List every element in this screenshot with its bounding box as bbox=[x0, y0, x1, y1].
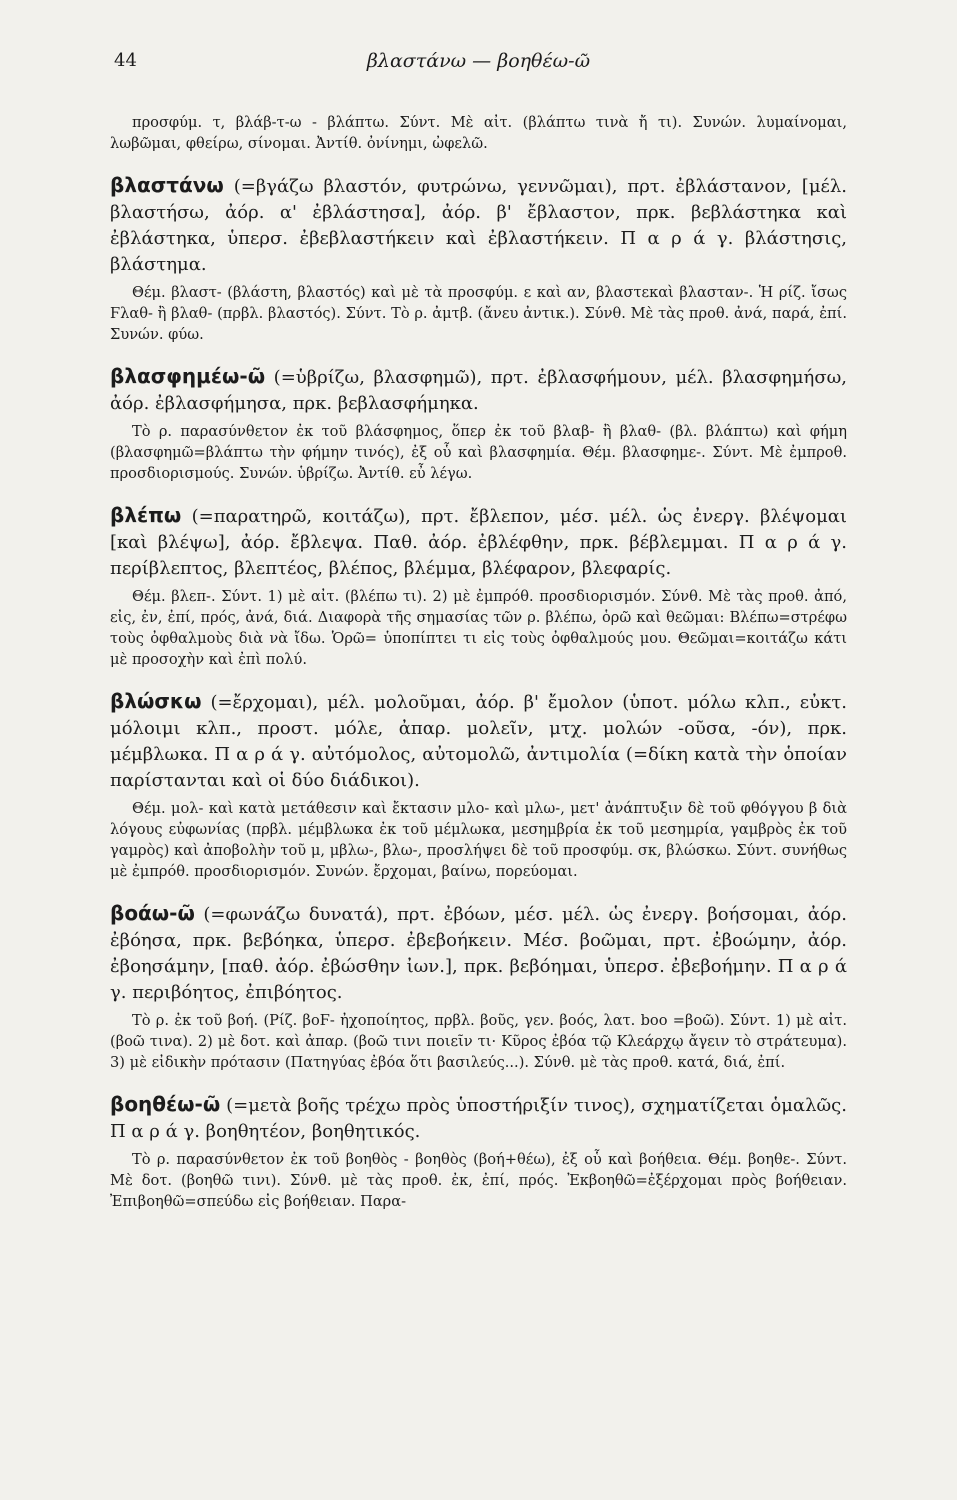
entry-lemma: βλώσκω bbox=[110, 689, 202, 713]
entry-main bbox=[110, 688, 847, 794]
entry-lemma: βλασφημέω-ῶ bbox=[110, 364, 266, 388]
entry-blasphemeo bbox=[110, 363, 847, 484]
continuation-paragraph: προσφύμ. τ, βλάβ-τ-ω - βλάπτω. Σύντ. Μὲ αἰτ. (βλάπτω τινὰ ἤ τι). Συνών. λυμαίνομαι, λωβῶμαι, φθείρω, σίνομαι. Ἀντίθ. ὀνίνημι, ὠφελῶ. bbox=[110, 114, 847, 152]
entry-note: Θέμ. μολ- καὶ κατὰ μετάθεσιν καὶ ἔκτασιν μλο- καὶ μλω-, μετ' ἀνάπτυξιν δὲ τοῦ φθόγγου β διὰ λόγους εὐφωνίας (πρβλ. μέμβλωκα ἐκ τοῦ μέμλωκα, μεσημβρία ἐκ τοῦ μεσημρία, γαμβρὸς ἐκ τοῦ γαμρὸς) καὶ ἀποβολὴν τοῦ μ, μβλω-, βλω-, προσλήψει δὲ τοῦ προσφύμ. σκ, βλώσκω. Σύντ. συνήθως μὲ ἐμπρόθ. προσδιορισμόν. Συνών. ἔρχομαι, βαίνω, πορεύομαι. bbox=[110, 800, 847, 880]
entry-lemma: βοάω-ῶ bbox=[110, 901, 195, 925]
entry-boao bbox=[110, 900, 847, 1073]
entry-definition: (=φωνάζω δυνατά), πρτ. ἐβόων, μέσ. μέλ. ὡς ἐνεργ. βοήσομαι, ἀόρ. ἐβόησα, πρκ. βεβόηκα, ὑπερσ. ἐβεβοήκειν. Μέσ. βοῶμαι, πρτ. ἐβοώμην, ἀόρ. ἐβοησάμην, [παθ. ἀόρ. ἐβώσθην ἰων.], πρκ. βεβόημαι, ὑπερσ. ἐβεβοήμην. Π α ρ ά γ. περιβόητος, ἐπιβόητος. bbox=[110, 904, 847, 1003]
entry-main bbox=[110, 172, 847, 278]
entry-boetheo bbox=[110, 1091, 847, 1212]
entry-note: Θέμ. βλεπ-. Σύντ. 1) μὲ αἰτ. (βλέπω τι). 2) μὲ ἐμπρόθ. προσδιορισμόν. Σύνθ. Μὲ τὰς προθ. ἀπό, εἰς, ἐν, ἐπί, πρός, ἀνά, διά. Διαφορὰ τῆς σημασίας τῶν ρ. βλέπω, ὁρῶ καὶ θεῶμαι: Βλέπω=στρέφω τοὺς ὀφθαλμοὺς διὰ νὰ ἴδω. Ὁρῶ= ὑποπίπτει τι εἰς τοὺς ὀφθαλμούς μου. Θεῶμαι=κοιτάζω κάτι μὲ προσοχὴν καὶ ἐπὶ πολύ. bbox=[110, 588, 847, 668]
entry-main bbox=[110, 363, 847, 417]
entry-main bbox=[110, 1091, 847, 1145]
page-header bbox=[110, 50, 847, 86]
page-number: 44 bbox=[114, 50, 137, 71]
entry-definition: (=μετὰ βοῆς τρέχω πρὸς ὑποστήριξίν τινος), σχηματίζεται ὁμαλῶς. Π α ρ ά γ. βοηθητέον, βοηθητικός. bbox=[110, 1095, 847, 1142]
entry-definition: (=παρατηρῶ, κοιτάζω), πρτ. ἔβλεπον, μέσ. μέλ. ὡς ἐνεργ. βλέψομαι [καὶ βλέψω], ἀόρ. ἔβλεψα. Παθ. ἀόρ. ἐβλέφθην, πρκ. βέβλεμμαι. Π α ρ ά γ. περίβλεπτος, βλεπτέος, βλέπος, βλέμμα, βλέφαρον, βλεφαρίς. bbox=[110, 506, 847, 579]
entry-main bbox=[110, 502, 847, 582]
entry-definition: (=βγάζω βλαστόν, φυτρώνω, γεννῶμαι), πρτ. ἐβλάστανον, [μέλ. βλαστήσω, ἀόρ. α' ἐβλάστησα], ἀόρ. β' ἔβλαστον, πρκ. βεβλάστηκα καὶ ἐβλάστηκα, ὑπερσ. ἐβεβλαστήκειν καὶ ἐβλαστήκειν. Π α ρ ά γ. βλάστησις, βλάστημα. bbox=[110, 176, 847, 275]
entry-main bbox=[110, 900, 847, 1006]
entry-lemma: βλέπω bbox=[110, 503, 182, 527]
entry-lemma: βλαστάνω bbox=[110, 173, 224, 197]
entry-lemma: βοηθέω-ῶ bbox=[110, 1092, 221, 1116]
entry-definition: (=ὑβρίζω, βλασφημῶ), πρτ. ἐβλασφήμουν, μέλ. βλασφημήσω, ἀόρ. ἐβλασφήμησα, πρκ. βεβλασφήμηκα. bbox=[110, 367, 848, 414]
entry-note: Τὸ ρ. παρασύνθετον ἐκ τοῦ βλάσφημος, ὅπερ ἐκ τοῦ βλαβ- ἢ βλαθ- (βλ. βλάπτω) καὶ φήμη (βλασφημῶ=βλάπτω τὴν φήμην τινός), ἐξ οὗ καὶ βλασφημία. Θέμ. βλασφημε-. Σύντ. Μὲ ἐμπροθ. προσδιορισμούς. Συνών. ὑβρίζω. Ἀντίθ. εὖ λέγω. bbox=[110, 423, 847, 482]
dictionary-content bbox=[110, 112, 847, 1212]
entry-blastano bbox=[110, 172, 847, 345]
entry-note: Τὸ ρ. ἐκ τοῦ βοή. (Ρίζ. βοϜ- ἠχοποίητος, πρβλ. βοῦς, γεν. βοός, λατ. boo =βοῶ). Σύντ. 1) μὲ αἰτ. (βοῶ τινα). 2) μὲ δοτ. καὶ ἀπαρ. (βοῶ τινι ποιεῖν τι· Κῦρος ἐβόα τῷ Κλεάρχῳ ἄγειν τὸ στράτευμα). 3) μὲ εἰδικὴν πρότασιν (Πατηγύας ἐβόα ὅτι βασιλεύς...). Σύνθ. μὲ τὰς προθ. κατά, διά, ἐπί. bbox=[110, 1012, 847, 1071]
entry-definition: (=ἔρχομαι), μέλ. μολοῦμαι, ἀόρ. β' ἔμολον (ὑποτ. μόλω κλπ., εὐκτ. μόλοιμι κλπ., προστ. μόλε, ἀπαρ. μολεῖν, μτχ. μολών -οῦσα, -όν), πρκ. μέμβλωκα. Π α ρ ά γ. αὐτόμολος, αὐτομολῶ, ἀντιμολία (=δίκη κατὰ τὴν ὁποίαν παρίστανται καὶ οἱ δύο διάδικοι). bbox=[110, 692, 847, 791]
entry-blepo bbox=[110, 502, 847, 670]
entry-blosko bbox=[110, 688, 847, 882]
entry-note: Θέμ. βλαστ- (βλάστη, βλαστός) καὶ μὲ τὰ προσφύμ. ε καὶ αν, βλαστεκαὶ βλασταν-. Ἡ ρίζ. ἴσως Ϝλαθ- ἢ βλαθ- (πρβλ. βλαστός). Σύντ. Τὸ ρ. ἀμτβ. (ἄνευ ἀντικ.). Σύνθ. Μὲ τὰς προθ. ἀνά, παρά, ἐπί. Συνών. φύω. bbox=[110, 284, 847, 343]
entry-note: Τὸ ρ. παρασύνθετον ἐκ τοῦ βοηθὸς - βοηθὸς (βοή+θέω), ἐξ οὗ καὶ βοήθεια. Θέμ. βοηθε-. Σύντ. Μὲ δοτ. (βοηθῶ τινι). Σύνθ. μὲ τὰς προθ. ἐκ, ἐπί, πρός. Ἐκβοηθῶ=ἐξέρχομαι πρὸς βοήθειαν. Ἐπιβοηθῶ=σπεύδω εἰς βοήθειαν. Παρα- bbox=[110, 1151, 847, 1210]
running-head: βλαστάνω — βοηθέω-ῶ bbox=[366, 50, 591, 72]
